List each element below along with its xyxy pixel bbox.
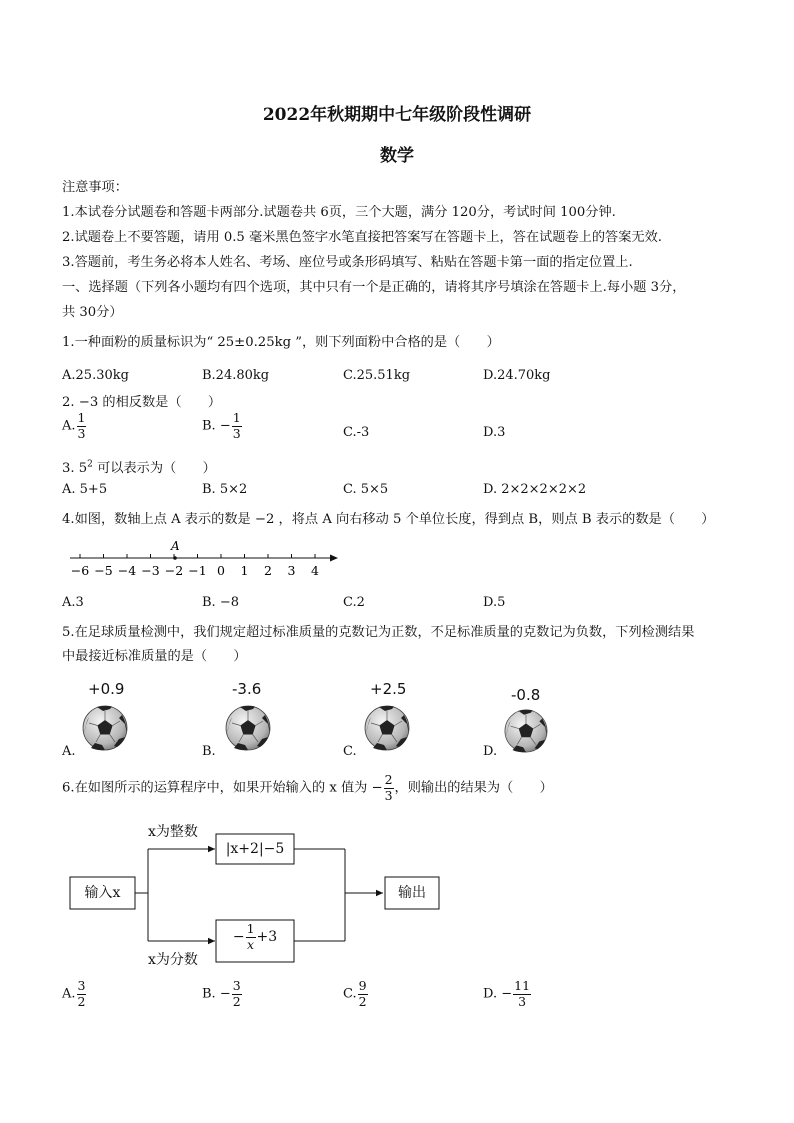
fraction: $\frac{3}{2}$ (232, 978, 241, 1009)
fraction: $\frac{1}{3}$ (77, 410, 86, 441)
ball-option-c (343, 680, 443, 762)
flow-integer-box: |x+2|−5 (225, 841, 285, 857)
flow-integer-label: x为整数 (148, 824, 198, 840)
notice-item-2: 2.试题卷上不要答题，请用 0.5 毫米黑色签字水笔直接把答案写在答题卡上，答在试题卷上的答案无效. (62, 230, 663, 245)
q2-option-d: D.3 (483, 425, 506, 440)
soccer-ball-icon (224, 704, 272, 752)
q4-option-d: D.5 (483, 595, 506, 610)
fraction: $\frac{1}{3}$ (232, 410, 241, 441)
q1-option-a: A.25.30kg (62, 368, 129, 383)
q3-option-c: C. 5×5 (343, 482, 389, 497)
flow-output-box: 输出 (398, 885, 426, 901)
q6-option-d: D. − $\frac{11}{3}$ (483, 978, 531, 1009)
ball-value: +2.5 (370, 680, 407, 698)
ball-option-a (62, 680, 162, 762)
q4-stem: 4.如图，数轴上点 A 表示的数是 −2 ，将点 A 向右移动 5 个单位长度，得到点 B，则点 B 表示的数是（ ） (62, 512, 715, 527)
q5-stem-line2: 中最接近标准质量的是（ ） (62, 649, 247, 664)
number-line-tick-label: 2 (264, 563, 272, 578)
q3-stem: 3. $5^2$ 可以表示为（ ） (62, 459, 216, 476)
number-line-tick-label: 1 (240, 563, 249, 578)
subject-title: 数学 (380, 146, 414, 166)
number-line-tick-label: −4 (117, 563, 137, 578)
fraction: $\frac{1}{x}$ (246, 921, 255, 952)
fraction: $\frac{11}{3}$ (514, 978, 531, 1009)
q2-option-a: A. $\frac{1}{3}$ (62, 410, 86, 441)
flow-input-box: 输入x (84, 885, 121, 901)
q6-option-c: C. $\frac{9}{2}$ (343, 978, 367, 1009)
flow-fraction-box: − $\frac{1}{x}$ +3 (232, 921, 278, 952)
ball-letter: D. (483, 744, 498, 759)
soccer-ball-icon (81, 704, 129, 752)
ball-letter: A. (62, 744, 76, 759)
notice-heading: 注意事项： (62, 180, 128, 195)
fraction: $\frac{9}{2}$ (358, 978, 367, 1009)
number-line-tick-label: 4 (311, 563, 319, 578)
number-line-tick-label: −3 (141, 563, 160, 578)
ball-value: -0.8 (511, 686, 541, 704)
soccer-ball-icon (503, 708, 549, 754)
q3-option-d: D. 2×2×2×2×2 (483, 482, 587, 497)
q1-stem: 1.一种面粉的质量标识为“ 25±0.25kg ”，则下列面粉中合格的是（ ） (62, 335, 500, 350)
q3-option-a: A. 5+5 (62, 482, 108, 497)
q4-option-a: A.3 (62, 595, 84, 610)
ball-option-d (483, 680, 583, 762)
q3-option-b: B. 5×2 (202, 482, 248, 497)
q1-option-d: D.24.70kg (483, 368, 551, 383)
soccer-ball-icon (363, 704, 411, 752)
q4-option-c: C.2 (343, 595, 365, 610)
q2-option-b: B. − $\frac{1}{3}$ (202, 410, 241, 441)
q1-option-c: C.25.51kg (343, 368, 411, 383)
number-line-tick-label: −1 (188, 563, 207, 578)
number-line-tick-label: −6 (70, 563, 90, 578)
notice-item-3: 3.答题前，考生务必将本人姓名、考场、座位号或条形码填写、粘贴在答题卡第一面的指定位置上. (62, 255, 633, 270)
q6-option-b: B. − $\frac{3}{2}$ (202, 978, 241, 1009)
q2-stem: 2. −3 的相反数是（ ） (62, 395, 222, 410)
flowchart (62, 815, 452, 975)
ball-letter: B. (202, 744, 216, 759)
q5-stem-line1: 5.在足球质量检测中，我们规定超过标准质量的克数记为正数，不足标准质量的克数记为负数，下列检测结果 (62, 625, 695, 640)
number-line-tick-label: 0 (217, 563, 225, 578)
ball-value: -3.6 (232, 680, 262, 698)
number-line-tick-label: −5 (94, 563, 113, 578)
point-a-dot (173, 556, 177, 560)
number-line-tick-label: −2 (164, 563, 184, 578)
number-line-arrow (330, 555, 338, 562)
q6-stem: 6.在如图所示的运算程序中，如果开始输入的 x 值为 − $\frac{2}{3}$ ，则输出的结果为（ ） (62, 772, 553, 803)
ball-letter: C. (343, 744, 357, 759)
ball-option-b (202, 680, 302, 762)
section1-heading-line2: 共 30分） (62, 305, 123, 320)
q4-option-b: B. −8 (202, 595, 239, 610)
q2-option-c: C.-3 (343, 425, 370, 440)
flow-fraction-label: x为分数 (148, 952, 198, 968)
q1-option-b: B.24.80kg (202, 368, 270, 383)
ball-value: +0.9 (88, 680, 125, 698)
fraction: $\frac{2}{3}$ (384, 772, 393, 803)
number-line-tick-label: 3 (287, 563, 296, 578)
q6-option-a: A. $\frac{3}{2}$ (62, 978, 86, 1009)
exam-title: 2022年秋期期中七年级阶段性调研 (262, 105, 532, 125)
number-line (62, 535, 342, 580)
section1-heading-line1: 一、选择题（下列各小题均有四个选项，其中只有一个是正确的，请将其序号填涂在答题卡上.每小题 3分， (62, 280, 686, 295)
notice-item-1: 1.本试卷分试题卷和答题卡两部分.试题卷共 6页，三个大题，满分 120分，考试时间 100分钟. (62, 205, 616, 220)
fraction: $\frac{3}{2}$ (77, 978, 86, 1009)
point-a-label: A (171, 539, 180, 553)
